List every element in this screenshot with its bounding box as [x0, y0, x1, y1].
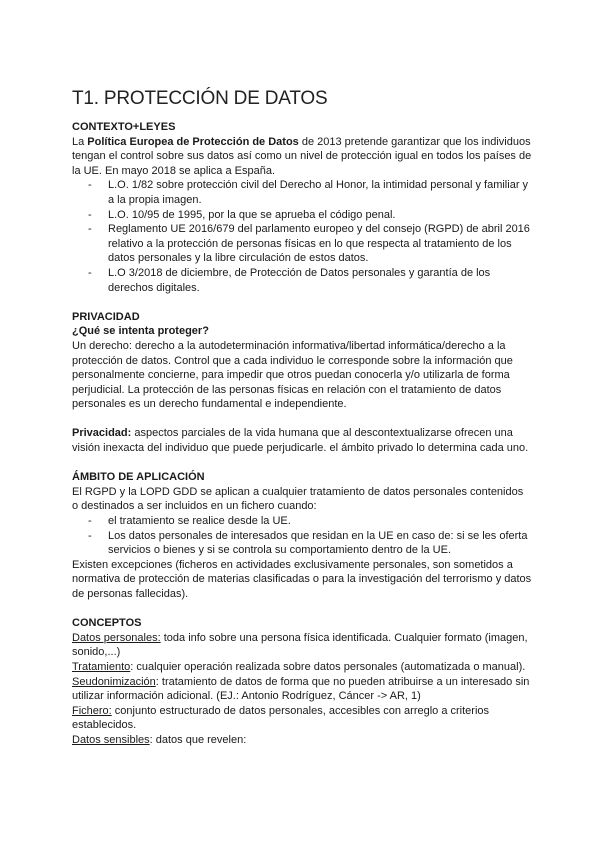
intro-pre: La: [72, 135, 88, 148]
concept-text: : cualquier operación realizada sobre datos personales (automatizada o manual).: [130, 660, 526, 673]
concept-text: toda info sobre una persona física identificada. Cualquier formato (imagen, sonido,...): [72, 631, 528, 659]
privacidad-body: Un derecho: derecho a la autodeterminación informativa/libertad informática/derecho a la protección de datos. Control que a cada individuo le corresponde sobre la información que personalmente concierne, para impedir que otros puedan conocerla y/o utilizarla de forma perjudicial. La protección de las personas físicas en relación con el tratamiento de datos personales es un derecho fundamental e independiente.: [72, 339, 513, 411]
ambito-intro: El RGPD y la LOPD GDD se aplican a cualquier tratamiento de datos personales contenidos o destinados a ser incluidos en un fichero cuando:: [72, 485, 524, 513]
list-item: - L.O. 1/82 sobre protección civil del Derecho al Honor, la intimidad personal y familiar y a la propia imagen.: [108, 178, 532, 207]
privacidad-question: ¿Qué se intenta proteger?: [72, 325, 209, 338]
concept-text: : datos que revelen:: [149, 733, 247, 746]
concept-term: Tratamiento: [72, 660, 131, 673]
concept-item: [72, 675, 532, 704]
concept-term: Datos sensibles: [72, 733, 150, 746]
page-title: T1. PROTECCIÓN DE DATOS: [72, 88, 328, 109]
concept-item: [72, 631, 532, 660]
document-page: [72, 88, 532, 748]
list-item: - el tratamiento se realice desde la UE.: [108, 514, 532, 529]
ambito-list: [72, 514, 532, 558]
list-item: - Los datos personales de interesados que residan en la UE en caso de: si se les oferta servicios o bienes y si se controla su comportamiento dentro de la UE.: [108, 529, 532, 558]
privacidad-def-label: Privacidad:: [72, 427, 132, 440]
concept-item: [72, 660, 532, 675]
section-heading-privacidad: PRIVACIDAD: [72, 310, 140, 323]
section-heading-ambito: ÁMBITO DE APLICACIÓN: [72, 471, 205, 484]
list-item: - L.O 3/2018 de diciembre, de Protección de Datos personales y garantía de los derechos digitales.: [108, 266, 532, 295]
concept-item: [72, 704, 532, 733]
contexto-list: [72, 178, 532, 295]
concept-text: : tratamiento de datos de forma que no pueden atribuirse a un interesado sin utilizar información adicional. (EJ.: Antonio Rodríguez, Cáncer -> AR, 1): [72, 675, 530, 703]
contexto-intro: [72, 135, 532, 179]
privacidad-definition: [72, 426, 532, 455]
concept-term: Fichero:: [72, 704, 112, 717]
concept-text: conjunto estructurado de datos personales, accesibles con arreglo a criterios establecidos.: [72, 704, 490, 732]
list-item: - Reglamento UE 2016/679 del parlamento europeo y del consejo (RGPD) de abril 2016 relativo a la protección de personas físicas en lo que respecta al tratamiento de los datos personales y la libre circulación de estos datos.: [108, 222, 532, 266]
section-heading-conceptos: CONCEPTOS: [72, 617, 142, 630]
intro-post: de 2013 pretende garantizar que los individuos tengan el control sobre sus datos así como un nivel de protección igual en todos los países de la UE. En mayo 2018 se aplica a España.: [72, 135, 532, 177]
list-item: - L.O. 10/95 de 1995, por la que se aprueba el código penal.: [108, 208, 532, 223]
concept-item: [72, 733, 532, 748]
section-heading-contexto: CONTEXTO+LEYES: [72, 121, 176, 133]
privacidad-def-text: aspectos parciales de la vida humana que al descontextualizarse ofrecen una visión inexacta del individuo que puede perjudicarle. el ámbito privado lo determina cada uno.: [72, 427, 529, 455]
intro-bold: Política Europea de Protección de Datos: [87, 135, 299, 148]
concept-term: Seudonimización: [72, 675, 156, 688]
concept-term: Datos personales:: [72, 631, 161, 644]
ambito-outro: Existen excepciones (ficheros en actividades exclusivamente personales, son sometidos a normativa de protección de materias clasificadas o para la investigación del terrorismo y datos de personas fallecidas).: [72, 558, 532, 600]
